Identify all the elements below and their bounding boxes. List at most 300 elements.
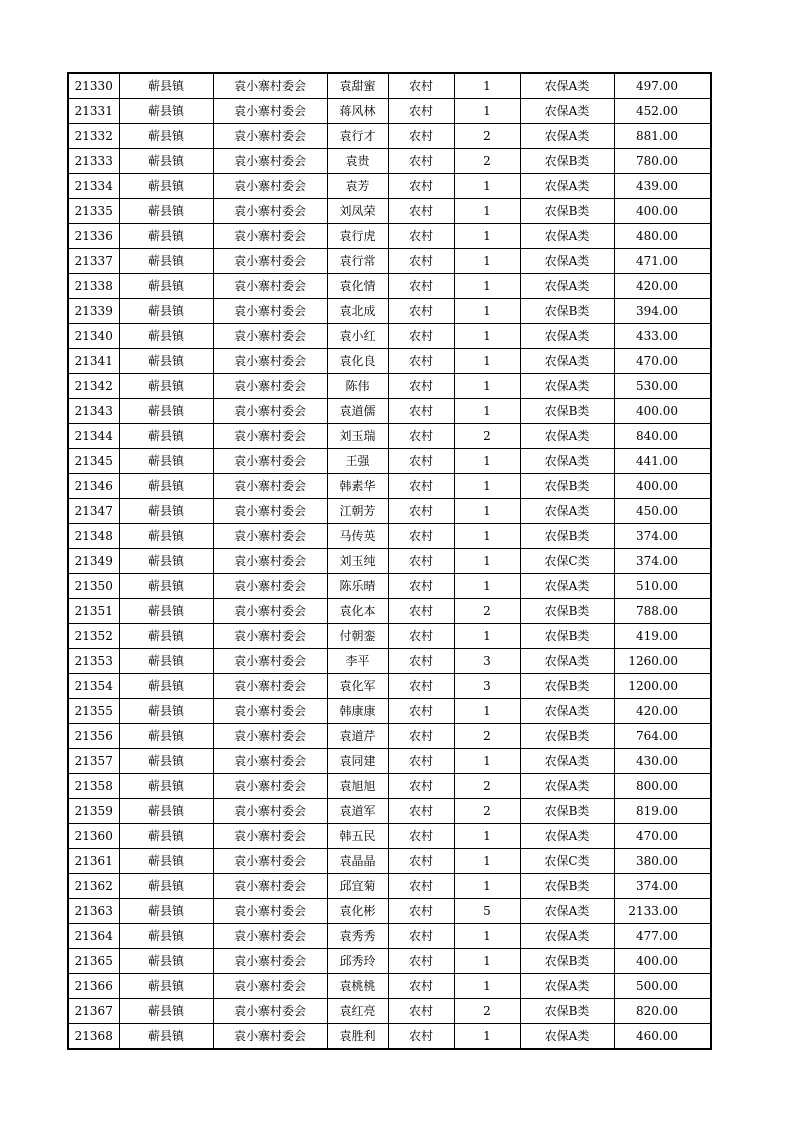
village-committee-cell: 袁小寨村委会 — [213, 674, 327, 699]
town-cell: 蕲县镇 — [119, 124, 213, 149]
amount-cell: 374.00 — [614, 524, 711, 549]
area-type-cell: 农村 — [388, 474, 454, 499]
record-id-cell: 21345 — [68, 449, 119, 474]
category-cell: 农保B类 — [520, 149, 614, 174]
household-size-cell: 1 — [454, 1024, 520, 1050]
table-row — [68, 924, 711, 949]
area-type-cell: 农村 — [388, 324, 454, 349]
name-cell: 邱宜菊 — [327, 874, 388, 899]
category-cell: 农保A类 — [520, 174, 614, 199]
name-cell: 马传英 — [327, 524, 388, 549]
area-type-cell: 农村 — [388, 1024, 454, 1050]
table-row — [68, 849, 711, 874]
record-id-cell: 21359 — [68, 799, 119, 824]
category-cell: 农保C类 — [520, 549, 614, 574]
name-cell: 袁化情 — [327, 274, 388, 299]
category-cell: 农保A类 — [520, 324, 614, 349]
village-committee-cell: 袁小寨村委会 — [213, 399, 327, 424]
amount-cell: 780.00 — [614, 149, 711, 174]
area-type-cell: 农村 — [388, 549, 454, 574]
table-row — [68, 674, 711, 699]
name-cell: 袁化军 — [327, 674, 388, 699]
table-row — [68, 349, 711, 374]
category-cell: 农保B类 — [520, 799, 614, 824]
town-cell: 蕲县镇 — [119, 949, 213, 974]
village-committee-cell: 袁小寨村委会 — [213, 774, 327, 799]
record-id-cell: 21340 — [68, 324, 119, 349]
household-size-cell: 1 — [454, 174, 520, 199]
amount-cell: 452.00 — [614, 99, 711, 124]
table-row — [68, 724, 711, 749]
amount-cell: 800.00 — [614, 774, 711, 799]
name-cell: 韩五民 — [327, 824, 388, 849]
name-cell: 袁小红 — [327, 324, 388, 349]
area-type-cell: 农村 — [388, 199, 454, 224]
name-cell: 袁道儒 — [327, 399, 388, 424]
record-id-cell: 21357 — [68, 749, 119, 774]
village-committee-cell: 袁小寨村委会 — [213, 599, 327, 624]
village-committee-cell: 袁小寨村委会 — [213, 299, 327, 324]
record-id-cell: 21334 — [68, 174, 119, 199]
town-cell: 蕲县镇 — [119, 349, 213, 374]
town-cell: 蕲县镇 — [119, 624, 213, 649]
table-row — [68, 199, 711, 224]
table-row — [68, 424, 711, 449]
household-size-cell: 2 — [454, 774, 520, 799]
record-id-cell: 21343 — [68, 399, 119, 424]
town-cell: 蕲县镇 — [119, 149, 213, 174]
household-size-cell: 1 — [454, 874, 520, 899]
household-size-cell: 2 — [454, 424, 520, 449]
name-cell: 袁红亮 — [327, 999, 388, 1024]
name-cell: 付朝銮 — [327, 624, 388, 649]
area-type-cell: 农村 — [388, 174, 454, 199]
household-size-cell: 1 — [454, 524, 520, 549]
category-cell: 农保B类 — [520, 949, 614, 974]
amount-cell: 480.00 — [614, 224, 711, 249]
table-row — [68, 174, 711, 199]
table-row — [68, 824, 711, 849]
table-row — [68, 974, 711, 999]
town-cell: 蕲县镇 — [119, 73, 213, 99]
area-type-cell: 农村 — [388, 524, 454, 549]
name-cell: 江朝芳 — [327, 499, 388, 524]
amount-cell: 441.00 — [614, 449, 711, 474]
town-cell: 蕲县镇 — [119, 99, 213, 124]
category-cell: 农保A类 — [520, 924, 614, 949]
category-cell: 农保A类 — [520, 824, 614, 849]
area-type-cell: 农村 — [388, 399, 454, 424]
village-committee-cell: 袁小寨村委会 — [213, 124, 327, 149]
village-committee-cell: 袁小寨村委会 — [213, 424, 327, 449]
name-cell: 韩素华 — [327, 474, 388, 499]
area-type-cell: 农村 — [388, 349, 454, 374]
table-row — [68, 474, 711, 499]
town-cell: 蕲县镇 — [119, 799, 213, 824]
name-cell: 袁桃桃 — [327, 974, 388, 999]
name-cell: 袁贵 — [327, 149, 388, 174]
name-cell: 袁芳 — [327, 174, 388, 199]
table-row — [68, 1024, 711, 1050]
category-cell: 农保B类 — [520, 299, 614, 324]
household-size-cell: 1 — [454, 299, 520, 324]
name-cell: 袁胜利 — [327, 1024, 388, 1050]
record-id-cell: 21367 — [68, 999, 119, 1024]
town-cell: 蕲县镇 — [119, 574, 213, 599]
table-row — [68, 324, 711, 349]
household-size-cell: 1 — [454, 949, 520, 974]
record-id-cell: 21365 — [68, 949, 119, 974]
record-id-cell: 21337 — [68, 249, 119, 274]
table-row — [68, 624, 711, 649]
village-committee-cell: 袁小寨村委会 — [213, 874, 327, 899]
category-cell: 农保A类 — [520, 499, 614, 524]
household-size-cell: 1 — [454, 199, 520, 224]
name-cell: 袁晶晶 — [327, 849, 388, 874]
village-committee-cell: 袁小寨村委会 — [213, 699, 327, 724]
household-size-cell: 1 — [454, 99, 520, 124]
name-cell: 袁旭旭 — [327, 774, 388, 799]
table-row — [68, 499, 711, 524]
table-row — [68, 799, 711, 824]
town-cell: 蕲县镇 — [119, 524, 213, 549]
village-committee-cell: 袁小寨村委会 — [213, 624, 327, 649]
category-cell: 农保A类 — [520, 974, 614, 999]
amount-cell: 470.00 — [614, 824, 711, 849]
record-id-cell: 21364 — [68, 924, 119, 949]
village-committee-cell: 袁小寨村委会 — [213, 899, 327, 924]
category-cell: 农保A类 — [520, 1024, 614, 1050]
category-cell: 农保A类 — [520, 349, 614, 374]
household-size-cell: 1 — [454, 399, 520, 424]
table-row — [68, 699, 711, 724]
area-type-cell: 农村 — [388, 449, 454, 474]
town-cell: 蕲县镇 — [119, 899, 213, 924]
area-type-cell: 农村 — [388, 99, 454, 124]
name-cell: 王强 — [327, 449, 388, 474]
area-type-cell: 农村 — [388, 799, 454, 824]
table-row — [68, 449, 711, 474]
amount-cell: 400.00 — [614, 199, 711, 224]
village-committee-cell: 袁小寨村委会 — [213, 349, 327, 374]
area-type-cell: 农村 — [388, 249, 454, 274]
area-type-cell: 农村 — [388, 224, 454, 249]
town-cell: 蕲县镇 — [119, 249, 213, 274]
amount-cell: 420.00 — [614, 699, 711, 724]
record-id-cell: 21344 — [68, 424, 119, 449]
record-id-cell: 21349 — [68, 549, 119, 574]
village-committee-cell: 袁小寨村委会 — [213, 749, 327, 774]
table-row — [68, 949, 711, 974]
category-cell: 农保A类 — [520, 424, 614, 449]
name-cell: 刘玉瑞 — [327, 424, 388, 449]
table-row — [68, 124, 711, 149]
record-id-cell: 21330 — [68, 73, 119, 99]
household-size-cell: 2 — [454, 999, 520, 1024]
area-type-cell: 农村 — [388, 299, 454, 324]
household-size-cell: 1 — [454, 349, 520, 374]
name-cell: 袁北成 — [327, 299, 388, 324]
category-cell: 农保A类 — [520, 224, 614, 249]
town-cell: 蕲县镇 — [119, 299, 213, 324]
record-id-cell: 21332 — [68, 124, 119, 149]
area-type-cell: 农村 — [388, 124, 454, 149]
town-cell: 蕲县镇 — [119, 699, 213, 724]
area-type-cell: 农村 — [388, 649, 454, 674]
village-committee-cell: 袁小寨村委会 — [213, 824, 327, 849]
village-committee-cell: 袁小寨村委会 — [213, 524, 327, 549]
town-cell: 蕲县镇 — [119, 974, 213, 999]
record-id-cell: 21354 — [68, 674, 119, 699]
area-type-cell: 农村 — [388, 424, 454, 449]
amount-cell: 394.00 — [614, 299, 711, 324]
record-id-cell: 21336 — [68, 224, 119, 249]
household-size-cell: 1 — [454, 624, 520, 649]
town-cell: 蕲县镇 — [119, 549, 213, 574]
table-row — [68, 749, 711, 774]
village-committee-cell: 袁小寨村委会 — [213, 949, 327, 974]
household-size-cell: 5 — [454, 899, 520, 924]
category-cell: 农保B类 — [520, 624, 614, 649]
town-cell: 蕲县镇 — [119, 649, 213, 674]
table-row — [68, 999, 711, 1024]
record-id-cell: 21358 — [68, 774, 119, 799]
household-size-cell: 3 — [454, 649, 520, 674]
household-size-cell: 1 — [454, 249, 520, 274]
town-cell: 蕲县镇 — [119, 499, 213, 524]
area-type-cell: 农村 — [388, 999, 454, 1024]
name-cell: 袁秀秀 — [327, 924, 388, 949]
household-size-cell: 1 — [454, 499, 520, 524]
category-cell: 农保A类 — [520, 749, 614, 774]
area-type-cell: 农村 — [388, 699, 454, 724]
amount-cell: 374.00 — [614, 549, 711, 574]
village-committee-cell: 袁小寨村委会 — [213, 374, 327, 399]
record-id-cell: 21338 — [68, 274, 119, 299]
village-committee-cell: 袁小寨村委会 — [213, 649, 327, 674]
household-size-cell: 1 — [454, 449, 520, 474]
household-size-cell: 1 — [454, 849, 520, 874]
record-id-cell: 21361 — [68, 849, 119, 874]
area-type-cell: 农村 — [388, 674, 454, 699]
table-row — [68, 299, 711, 324]
village-committee-cell: 袁小寨村委会 — [213, 249, 327, 274]
town-cell: 蕲县镇 — [119, 324, 213, 349]
record-id-cell: 21355 — [68, 699, 119, 724]
village-committee-cell: 袁小寨村委会 — [213, 724, 327, 749]
category-cell: 农保A类 — [520, 449, 614, 474]
village-committee-cell: 袁小寨村委会 — [213, 274, 327, 299]
category-cell: 农保A类 — [520, 374, 614, 399]
table-row — [68, 399, 711, 424]
category-cell: 农保B类 — [520, 399, 614, 424]
record-id-cell: 21362 — [68, 874, 119, 899]
name-cell: 袁道芹 — [327, 724, 388, 749]
amount-cell: 460.00 — [614, 1024, 711, 1050]
household-size-cell: 1 — [454, 224, 520, 249]
name-cell: 袁行常 — [327, 249, 388, 274]
area-type-cell: 农村 — [388, 924, 454, 949]
village-committee-cell: 袁小寨村委会 — [213, 474, 327, 499]
amount-cell: 530.00 — [614, 374, 711, 399]
name-cell: 蒋风林 — [327, 99, 388, 124]
village-committee-cell: 袁小寨村委会 — [213, 974, 327, 999]
village-committee-cell: 袁小寨村委会 — [213, 224, 327, 249]
record-id-cell: 21348 — [68, 524, 119, 549]
town-cell: 蕲县镇 — [119, 849, 213, 874]
area-type-cell: 农村 — [388, 499, 454, 524]
table-row — [68, 249, 711, 274]
amount-cell: 374.00 — [614, 874, 711, 899]
amount-cell: 380.00 — [614, 849, 711, 874]
area-type-cell: 农村 — [388, 274, 454, 299]
record-id-cell: 21351 — [68, 599, 119, 624]
table-row — [68, 99, 711, 124]
amount-cell: 2133.00 — [614, 899, 711, 924]
name-cell: 袁化彬 — [327, 899, 388, 924]
category-cell: 农保A类 — [520, 249, 614, 274]
category-cell: 农保B类 — [520, 674, 614, 699]
town-cell: 蕲县镇 — [119, 199, 213, 224]
town-cell: 蕲县镇 — [119, 449, 213, 474]
household-size-cell: 1 — [454, 374, 520, 399]
household-size-cell: 3 — [454, 674, 520, 699]
household-size-cell: 1 — [454, 699, 520, 724]
table-row — [68, 599, 711, 624]
amount-cell: 420.00 — [614, 274, 711, 299]
amount-cell: 400.00 — [614, 399, 711, 424]
town-cell: 蕲县镇 — [119, 924, 213, 949]
area-type-cell: 农村 — [388, 624, 454, 649]
household-size-cell: 2 — [454, 149, 520, 174]
village-committee-cell: 袁小寨村委会 — [213, 799, 327, 824]
town-cell: 蕲县镇 — [119, 674, 213, 699]
amount-cell: 450.00 — [614, 499, 711, 524]
amount-cell: 764.00 — [614, 724, 711, 749]
amount-cell: 470.00 — [614, 349, 711, 374]
amount-cell: 433.00 — [614, 324, 711, 349]
record-id-cell: 21356 — [68, 724, 119, 749]
benefit-table — [67, 72, 712, 1050]
name-cell: 袁行才 — [327, 124, 388, 149]
household-size-cell: 2 — [454, 799, 520, 824]
household-size-cell: 2 — [454, 124, 520, 149]
village-committee-cell: 袁小寨村委会 — [213, 73, 327, 99]
name-cell: 刘玉纯 — [327, 549, 388, 574]
name-cell: 袁同建 — [327, 749, 388, 774]
household-size-cell: 1 — [454, 474, 520, 499]
record-id-cell: 21342 — [68, 374, 119, 399]
town-cell: 蕲县镇 — [119, 774, 213, 799]
village-committee-cell: 袁小寨村委会 — [213, 924, 327, 949]
town-cell: 蕲县镇 — [119, 599, 213, 624]
town-cell: 蕲县镇 — [119, 424, 213, 449]
village-committee-cell: 袁小寨村委会 — [213, 849, 327, 874]
amount-cell: 400.00 — [614, 474, 711, 499]
area-type-cell: 农村 — [388, 949, 454, 974]
category-cell: 农保B类 — [520, 474, 614, 499]
name-cell: 袁道军 — [327, 799, 388, 824]
table-row — [68, 149, 711, 174]
amount-cell: 820.00 — [614, 999, 711, 1024]
area-type-cell: 农村 — [388, 574, 454, 599]
area-type-cell: 农村 — [388, 73, 454, 99]
name-cell: 李平 — [327, 649, 388, 674]
household-size-cell: 2 — [454, 724, 520, 749]
record-id-cell: 21350 — [68, 574, 119, 599]
village-committee-cell: 袁小寨村委会 — [213, 574, 327, 599]
record-id-cell: 21346 — [68, 474, 119, 499]
record-id-cell: 21368 — [68, 1024, 119, 1050]
town-cell: 蕲县镇 — [119, 874, 213, 899]
table-row — [68, 524, 711, 549]
village-committee-cell: 袁小寨村委会 — [213, 99, 327, 124]
table-row — [68, 774, 711, 799]
category-cell: 农保B类 — [520, 724, 614, 749]
amount-cell: 439.00 — [614, 174, 711, 199]
amount-cell: 840.00 — [614, 424, 711, 449]
table-row — [68, 649, 711, 674]
table-row — [68, 224, 711, 249]
amount-cell: 471.00 — [614, 249, 711, 274]
table-body — [68, 73, 711, 1049]
town-cell: 蕲县镇 — [119, 274, 213, 299]
category-cell: 农保B类 — [520, 524, 614, 549]
record-id-cell: 21339 — [68, 299, 119, 324]
household-size-cell: 1 — [454, 749, 520, 774]
name-cell: 邱秀玲 — [327, 949, 388, 974]
household-size-cell: 1 — [454, 924, 520, 949]
record-id-cell: 21341 — [68, 349, 119, 374]
category-cell: 农保A类 — [520, 73, 614, 99]
name-cell: 袁化本 — [327, 599, 388, 624]
area-type-cell: 农村 — [388, 849, 454, 874]
village-committee-cell: 袁小寨村委会 — [213, 499, 327, 524]
town-cell: 蕲县镇 — [119, 1024, 213, 1050]
village-committee-cell: 袁小寨村委会 — [213, 199, 327, 224]
category-cell: 农保B类 — [520, 199, 614, 224]
table-row — [68, 73, 711, 99]
village-committee-cell: 袁小寨村委会 — [213, 449, 327, 474]
household-size-cell: 1 — [454, 73, 520, 99]
category-cell: 农保A类 — [520, 899, 614, 924]
record-id-cell: 21360 — [68, 824, 119, 849]
area-type-cell: 农村 — [388, 749, 454, 774]
town-cell: 蕲县镇 — [119, 474, 213, 499]
area-type-cell: 农村 — [388, 874, 454, 899]
name-cell: 袁行虎 — [327, 224, 388, 249]
amount-cell: 497.00 — [614, 73, 711, 99]
category-cell: 农保A类 — [520, 274, 614, 299]
household-size-cell: 2 — [454, 599, 520, 624]
amount-cell: 419.00 — [614, 624, 711, 649]
village-committee-cell: 袁小寨村委会 — [213, 174, 327, 199]
table-row — [68, 274, 711, 299]
household-size-cell: 1 — [454, 549, 520, 574]
area-type-cell: 农村 — [388, 724, 454, 749]
category-cell: 农保A类 — [520, 649, 614, 674]
household-size-cell: 1 — [454, 824, 520, 849]
town-cell: 蕲县镇 — [119, 374, 213, 399]
amount-cell: 1260.00 — [614, 649, 711, 674]
name-cell: 韩康康 — [327, 699, 388, 724]
household-size-cell: 1 — [454, 574, 520, 599]
category-cell: 农保A类 — [520, 774, 614, 799]
amount-cell: 400.00 — [614, 949, 711, 974]
record-id-cell: 21331 — [68, 99, 119, 124]
table-row — [68, 549, 711, 574]
category-cell: 农保A类 — [520, 699, 614, 724]
